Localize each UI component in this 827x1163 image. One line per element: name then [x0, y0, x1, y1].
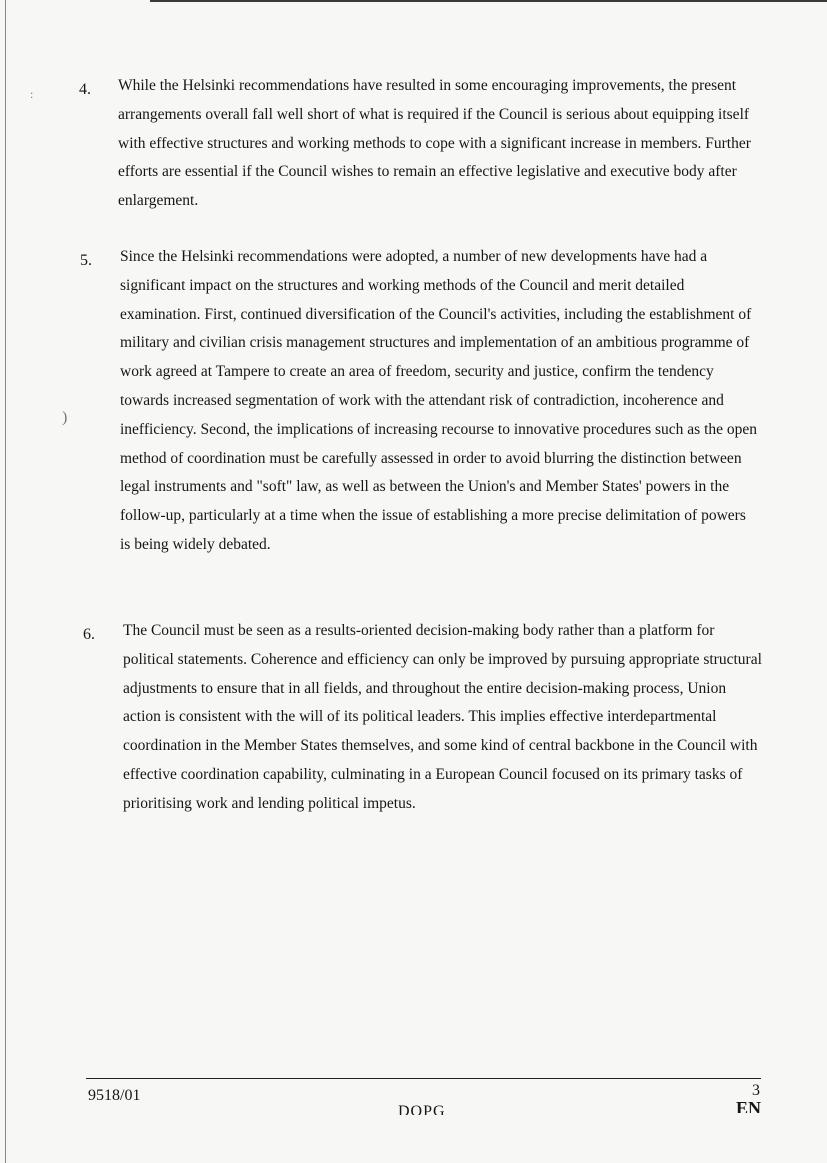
page-left-edge [5, 0, 6, 1163]
department-code: DOPG [398, 1103, 446, 1115]
paragraph-text: While the Helsinki recommendations have resulted in some encouraging improvements, the present arrangements overall fall well short of what is required if the Council is serious about equipping itself with effective structures and working methods to cope with a significant increase in members. Further efforts are essential if the Council wishes to remain an effective legislative and executive body after enlargement. [118, 77, 751, 210]
scan-mark: : [30, 87, 34, 101]
scan-mark: ) [62, 409, 68, 426]
language-code: EN [735, 1098, 761, 1113]
top-rule [150, 0, 827, 2]
paragraph-text: Since the Helsinki recommendations were adopted, a number of new developments have had a significant impact on the structures and working methods of the Council and merit detailed examination. First, continued diversification of the Council's activities, including the establishment of military and civilian crisis management structures and implementation of an ambitious programme of work agreed at Tampere to create an area of freedom, security and justice, confirm the tendency towards increased segmentation of work with the attendant risk of contradiction, incoherence and inefficiency. Second, the implications of increasing recourse to innovative procedures such as the open method of coordination must be carefully assessed in order to avoid blurring the distinction between legal instruments and "soft" law, as well as between the Union's and Member States' powers in the follow-up, particularly at a time when the issue of establishing a more precise delimitation of powers is being widely debated. [120, 248, 758, 553]
paragraph-text: The Council must be seen as a results-oriented decision-making body rather than a platform for political statements. Coherence and efficiency can only be improved by pursuing appropriate structural adjustments to ensure that in all fields, and throughout the entire decision-making process, Union action is consistent with the will of its political leaders. This implies effective interdepartmental coordination in the Member States themselves, and some kind of central backbone in the Council with effective coordination capability, culminating in a European Council focused on its primary tasks of prioritising work and lending political impetus. [123, 622, 762, 812]
paragraph-number: 4. [79, 81, 91, 98]
paragraph-number: 6. [83, 626, 95, 643]
document-reference: 9518/01 [88, 1087, 141, 1104]
page-number: 3 [752, 1082, 760, 1099]
footer-rule [86, 1078, 761, 1079]
paragraph-number: 5. [80, 252, 92, 269]
